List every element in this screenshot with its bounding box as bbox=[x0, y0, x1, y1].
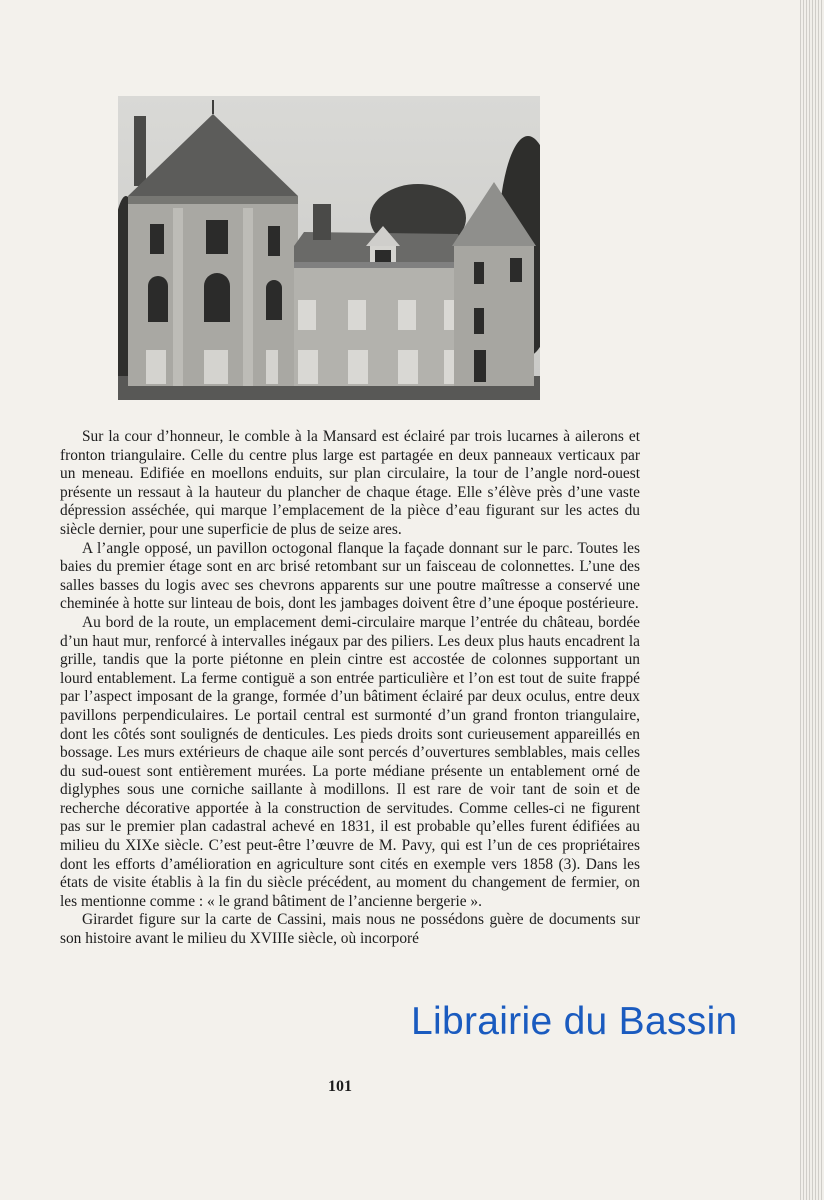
building-photo-icon bbox=[118, 96, 540, 400]
paragraph: Girardet figure sur la carte de Cassini, mais nous ne possédons guère de documents sur son histoire avant le milieu du XVIIIe siècle, où incorporé bbox=[60, 911, 640, 948]
body-text bbox=[60, 428, 640, 949]
watermark: Librairie du Bassin bbox=[411, 1000, 738, 1043]
paragraph: Au bord de la route, un emplacement demi-circulaire marque l’entrée du château, bordée d’un haut mur, renforcé à intervalles inégaux par des piliers. Les deux plus hauts encadrent la grille, tandis que la porte piétonne en plein cintre est accostée de colonnes supportant un lourd entablement. La ferme contiguë a son entrée particulière et l’on est tout de suite frappé par l’aspect imposant de la grange, formée d’un bâtiment éclairé par deux oculus, entre deux pavillons perpendiculaires. Le portail central est surmonté d’un grand fronton triangulaire, dont les côtés sont soulignés de denticules. Les pieds droits sont curieusement appareillés en bossage. Les murs extérieurs de chaque aile sont percés d’ouvertures semblables, mais celles du sud-ouest sont entièrement murées. La porte médiane présente un entablement orné de diglyphes sous une corniche saillante à modillons. Il est rare de voir tant de soin et de recherche décorative apportée à la construction de servitudes. Comme celles-ci ne figurent pas sur le premier plan cadastral achevé en 1831, il est probable qu’elles furent édifiées au milieu du XIXe siècle. C’est peut-être l’œuvre de M. Pavy, qui est l’un de ces propriétaires dont les efforts d’amélioration en agriculture sont cités en exemple vers 1858 (3). Dans les états de visite établis à la fin du siècle précédent, au moment du changement de fermier, on les mentionne comme : « le grand bâtiment de l’ancienne bergerie ». bbox=[60, 613, 640, 910]
chateau-photo bbox=[118, 96, 540, 400]
page-number: 101 bbox=[328, 1078, 352, 1095]
page-edges bbox=[800, 0, 824, 1200]
paragraph: Sur la cour d’honneur, le comble à la Mansard est éclairé par trois lucarnes à ailerons et fronton triangulaire. Celle du centre plus large est partagée en deux panneaux verticaux par un meneau. Edifiée en moellons enduits, sur plan circulaire, la tour de l’angle nord-ouest présente un ressaut à la hauteur du plancher de chaque étage. Elle s’élève près d’une vaste dépression asséchée, qui marque l’emplacement de la pièce d’eau figurant sur les actes du siècle dernier, pour une superficie de plus de seize ares. bbox=[60, 428, 640, 538]
paragraph: A l’angle opposé, un pavillon octogonal flanque la façade donnant sur le parc. Toutes les baies du premier étage sont en arc brisé retombant sur un faisceau de colonnettes. L’une des salles basses du logis avec ses chevrons apparents sur une poutre maîtresse a conservé une cheminée à hotte sur linteau de bois, dont les jambages doivent être d’une époque postérieure. bbox=[60, 539, 640, 613]
